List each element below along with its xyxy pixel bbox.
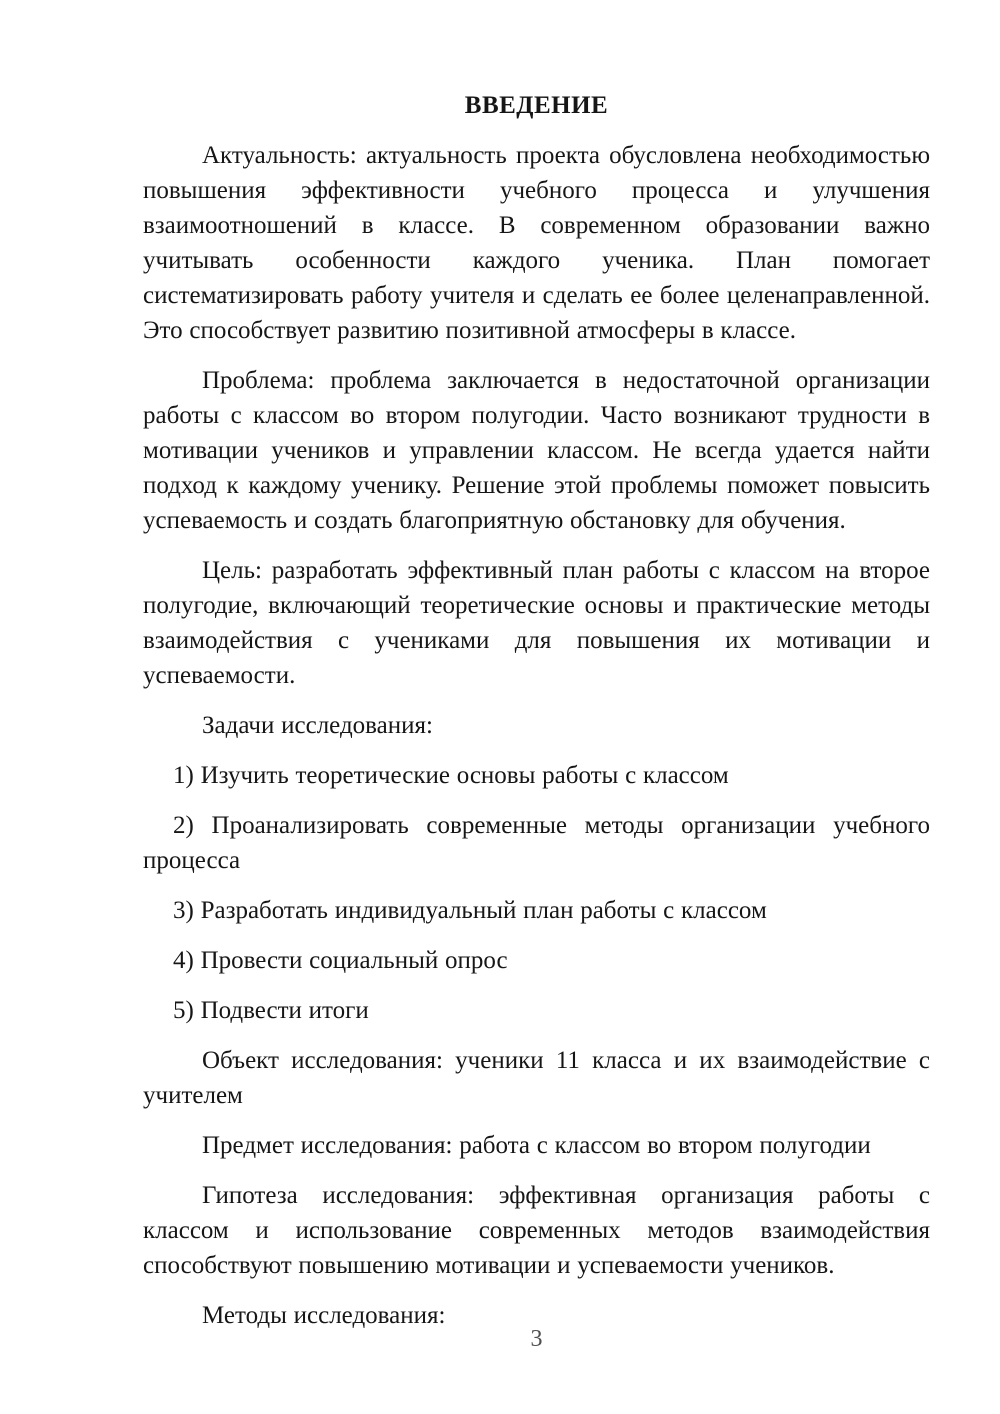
paragraph-metody-heading: Методы исследования: [202,1302,446,1329]
page-number: 3 [530,1326,543,1352]
list-item-1: 1) Изучить теоретические основы работы с классом [173,762,729,789]
list-item-3: 3) Разработать индивидуальный план работы с классом [173,897,767,924]
paragraph-gipoteza: Гипотеза исследования: эффективная организация работы с классом и использование современных методов взаимодействия способствуют повышению мотивации и успеваемости учеников. [143,1182,930,1279]
paragraph-obekt: Объект исследования: ученики 11 класса и их взаимодействие с учителем [143,1047,930,1109]
page-title: ВВЕДЕНИЕ [464,92,609,119]
paragraph-aktualnost: Актуальность: актуальность проекта обусловлена необходимостью повышения эффективности учебного процесса и улучшения взаимоотношений в классе. В современном образовании важно учитывать особенности каждого ученика. План помогает систематизировать работу учителя и сделать ее более целенаправленной. Это способствует развитию позитивной атмосферы в классе. [143,142,930,344]
paragraph-problema: Проблема: проблема заключается в недостаточной организации работы с классом во втором полугодии. Часто возникают трудности в мотивации учеников и управлении классом. Не всегда удается найти подход к каждому ученику. Решение этой проблемы поможет повысить успеваемость и создать благоприятную обстановку для обучения. [143,367,930,534]
list-item-2: 2) Проанализировать современные методы организации учебного процесса [143,812,930,874]
document-body [143,88,930,1333]
list-item-4: 4) Провести социальный опрос [173,947,508,974]
paragraph-predmet: Предмет исследования: работа с классом во втором полугодии [202,1132,871,1159]
paragraph-cel: Цель: разработать эффективный план работы с классом на второе полугодие, включающий теоретические основы и практические методы взаимодействия с учениками для повышения их мотивации и успеваемости. [143,557,930,689]
list-item-5: 5) Подвести итоги [173,997,369,1024]
paragraph-zadachi-heading: Задачи исследования: [202,712,433,739]
